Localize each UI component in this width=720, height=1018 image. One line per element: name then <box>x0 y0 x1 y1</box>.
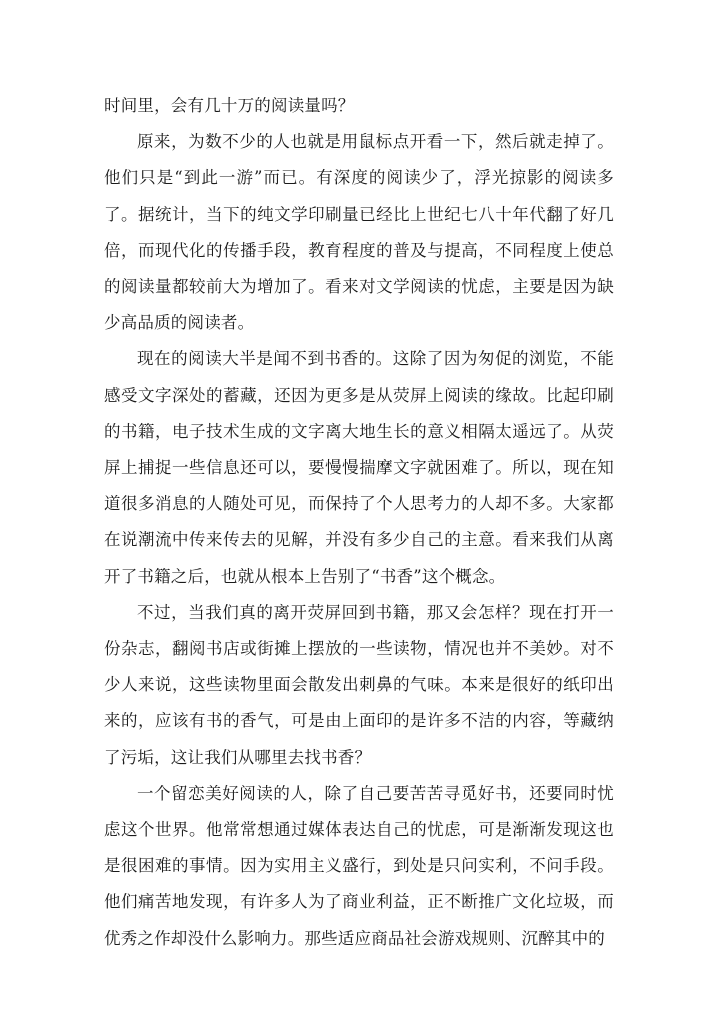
body-text <box>104 88 614 957</box>
paragraph: 不过，当我们真的离开荧屏回到书籍，那又会怎样？现在打开一份杂志，翻阅书店或街摊上摆放的一些读物，情况也并不美妙。对不少人来说，这些读物里面会散发出刺鼻的气味。本来是很好的纸印出来的，应该有书的香气，可是由上面印的是许多不洁的内容，等藏纳了污垢，这让我们从哪里去找书香？ <box>104 602 614 767</box>
paragraph-continued: 时间里，会有几十万的阅读量吗？ <box>104 96 355 115</box>
paragraph: 原来，为数不少的人也就是用鼠标点开看一下，然后就走掉了。他们只是“到此一游”而已。有深度的阅读少了，浮光掠影的阅读多了。据统计，当下的纯文学印刷量已经比上世纪七八十年代翻了好几倍，而现代化的传播手段，教育程度的普及与提高，不同程度上使总的阅读量都较前大为增加了。看来对文学阅读的忧虑，主要是因为缺少高品质的阅读者。 <box>104 132 614 333</box>
paragraph: 现在的阅读大半是闻不到书香的。这除了因为匆促的浏览，不能感受文字深处的蓄藏，还因为更多是从荧屏上阅读的缘故。比起印刷的书籍，电子技术生成的文字离大地生长的意义相隔太遥远了。从荧屏上捕捉一些信息还可以，要慢慢揣摩文字就困难了。所以，现在知道很多消息的人随处可见，而保持了个人思考力的人却不多。大家都在说潮流中传来传去的见解，并没有多少自己的主意。看来我们从离开了书籍之后，也就从根本上告别了“书香”这个概念。 <box>104 349 614 586</box>
paragraph: 一个留恋美好阅读的人，除了自己要苦苦寻觅好书，还要同时忧虑这个世界。他常常想通过媒体表达自己的忧虑，可是渐渐发现这也是很困难的事情。因为实用主义盛行，到处是只问实利，不问手段。他们痛苦地发现，有许多人为了商业利益，正不断推广文化垃圾，而优秀之作却没什么影响力。那些适应商品社会游戏规则、沉醉其中的 <box>104 783 614 948</box>
